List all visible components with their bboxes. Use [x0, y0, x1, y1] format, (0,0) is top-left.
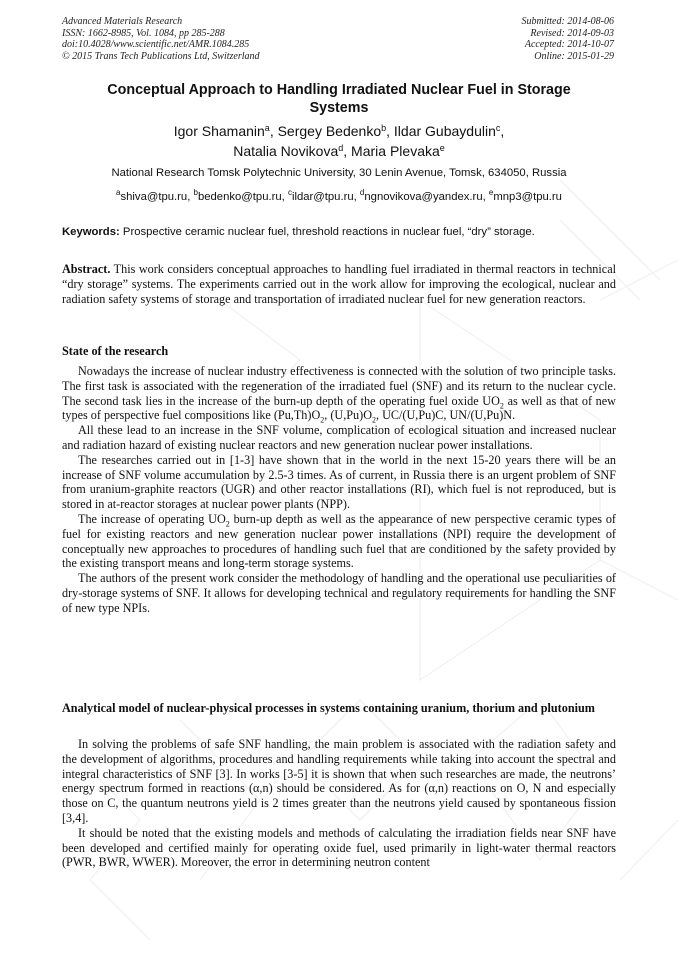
author-superscript: e [439, 143, 445, 153]
issn-line: ISSN: 1662-8985, Vol. 1084, pp 285-288 [62, 27, 225, 39]
author-separator: , [500, 123, 505, 139]
author-superscript: d [338, 143, 344, 153]
email-superscript: c [287, 188, 292, 198]
copyright-line: © 2015 Trans Tech Publications Ltd, Switzerland [62, 50, 260, 62]
abstract-label: Abstract. [62, 262, 111, 276]
paragraph: All these lead to an increase in the SNF volume, complication of ecological situation and increased nuclear and radiation hazard of existing nuclear reactors and new generation nuclear power installations. [62, 423, 616, 452]
title-line-2: Systems [309, 100, 369, 116]
submitted-date: Submitted: 2014-08-06 [521, 16, 614, 27]
author-name: , Ildar Gubaydulin [386, 123, 496, 139]
author-name: Natalia Novikova [233, 143, 339, 159]
section-state-body [62, 364, 616, 616]
email-superscript: d [359, 188, 365, 198]
email-link[interactable]: bedenko@tpu.ru, [197, 191, 288, 203]
author-superscript: a [264, 123, 270, 133]
section-model-body [62, 737, 616, 870]
keywords [62, 225, 622, 239]
email-link[interactable]: ngnovikova@yandex.ru, [364, 191, 489, 203]
accepted-date: Accepted: 2014-10-07 [524, 39, 614, 51]
email-link[interactable]: ildar@tpu.ru, [291, 191, 360, 203]
email-superscript: b [193, 188, 198, 198]
abstract [62, 262, 616, 306]
paragraph: It should be noted that the existing models and methods of calculating the irradiation fields near SNF have been developed and certified mainly for operating oxide fuel, used primarily in light-water thermal reactors (PWR, BWR, WWER). Moreover, the error in determining neutron content [62, 825, 616, 870]
journal-name: Advanced Materials Research [62, 16, 183, 27]
paragraph: The increase of operating $UO_2$ burn-up depth as well as the appearance of new perspective ceramic types of fuel for existing reactors and new generation nuclear power installations (NPI) require the development of conceptually new approaches to procedures of handling such fuel that are conditioned by the safety provided by the existing transport means and long-term storage systems. [62, 511, 616, 571]
section-heading-state: State of the research [62, 344, 169, 358]
keywords-text: Prospective ceramic nuclear fuel, threshold reactions in nuclear fuel, “dry” storage. [119, 226, 535, 238]
author-name: , Sergey Bedenko [269, 123, 382, 139]
paragraph: In solving the problems of safe SNF handling, the main problem is associated with the radiation safety and the development of algorithms, procedures and handling requirements while taking into account the spectral and integral characteristics of SNF [3]. In works [3-5] it is shown that when such researches are made, the neutrons’ energy spectrum formed in reactions (α,n) should be considered. As for (α,n) reactions on O, N and especially those on C, the quantum neutrons yield is 2 times greater than the neutrons yield caused by spontaneous fission [3,4]. [62, 737, 616, 825]
doi-line: doi:10.4028/www.scientific.net/AMR.1084.285 [62, 39, 250, 51]
paragraph: The researches carried out in [1-3] have shown that in the world in the next 15-20 years there will be an increase of SNF volume accumulation by 2.5-3 times. As of current, in Russia there is an urgent problem of SNF from uranium-graphite reactors (UGR) and other reactor installations (RI), which fuel is not reproduced, but is stored in at-reactor storages at nuclear power plants (NPP). [62, 452, 616, 512]
affiliation: National Research Tomsk Polytechnic University, 30 Lenin Avenue, Tomsk, 634050, Russia [111, 167, 567, 179]
email-link[interactable]: shiva@tpu.ru, [120, 191, 194, 203]
author-name: , Maria Plevaka [343, 143, 440, 159]
paragraph: Nowadays the increase of nuclear industry effectiveness is connected with the solution of two principle tasks. The first task is associated with the regeneration of the irradiated fuel (SNF) and its return to the nuclear cycle. The second task lies in the increase of the burn-up depth of the operating fuel oxide $UO_2$ as well as that of new types of perspective fuel compositions like $(Pu,Th)O_2$, $(U,Pu)O_2$, UC/(U,Pu)C, UN/(U,Pu)N. [62, 364, 616, 425]
author-superscript: b [381, 123, 387, 133]
author-name: Igor Shamanin [173, 123, 265, 139]
section-heading-analytical-model: Analytical model of nuclear-physical processes in systems containing uranium, thorium and plutonium [62, 701, 595, 715]
paper-title [62, 81, 616, 117]
title-line-1: Conceptual Approach to Handling Irradiated Nuclear Fuel in Storage [107, 82, 571, 98]
keywords-label: Keywords: [62, 226, 120, 238]
online-date: Online: 2015-01-29 [534, 50, 614, 62]
author-list [62, 122, 616, 162]
revised-date: Revised: 2014-09-03 [530, 27, 614, 39]
paragraph: The authors of the present work consider the methodology of handling and the operational use peculiarities of dry-storage systems of SNF. It allows for developing technical and regulatory requirements for handling the SNF of new type NPIs. [62, 571, 616, 615]
author-superscript: c [495, 123, 501, 133]
author-emails [62, 190, 616, 204]
email-superscript: e [488, 188, 494, 198]
publication-dates [522, 16, 615, 62]
email-link[interactable]: mnp3@tpu.ru [493, 191, 562, 203]
journal-info [62, 16, 260, 62]
abstract-text: This work considers conceptual approaches to handling fuel irradiated in thermal reactors in technical “dry storage” systems. The experiments carried out in the work allow for improving the ecological, nuclear and radiation safety systems of storage and transportation of irradiated nuclear fuel for new generation reactors. [62, 262, 616, 306]
email-superscript: a [116, 188, 121, 198]
